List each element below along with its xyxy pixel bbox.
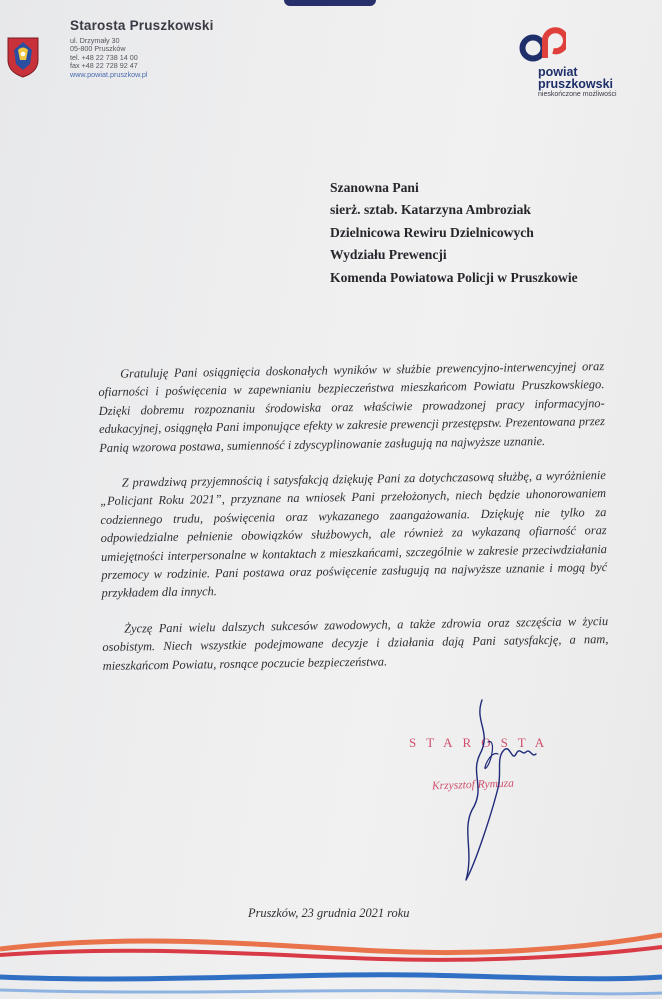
- brand-line-2: pruszkowski: [538, 77, 614, 91]
- stamp-title: STAROSTA: [409, 735, 555, 750]
- letter-body: [98, 357, 609, 692]
- letterhead-title: Starosta Pruszkowski: [70, 18, 214, 33]
- recipient-block: [330, 177, 578, 289]
- paragraph-wishes: Życzę Pani wielu dalszych sukcesów zawodowych, a także zdrowia oraz szczęścia w życiu osobistym. Niech wszystkie podejmowane decyzje i działania dają Pani satysfakcję, a nam, mieszkańcom Powiatu, rosnące poczucie bezpieczeństwa.: [102, 613, 609, 673]
- recipient-department: Wydziału Prewencji: [330, 247, 447, 263]
- salutation: Szanowna Pani: [330, 180, 419, 195]
- letterhead: [70, 18, 214, 79]
- brand-line-1: powiat: [538, 65, 578, 79]
- coat-of-arms-icon: [6, 36, 40, 78]
- address-phone: tel. +48 22 738 14 00: [70, 52, 138, 62]
- recipient-role: Dzielnicowa Rewiru Dzielnicowych: [330, 224, 534, 240]
- handwritten-signature: [452, 692, 542, 892]
- binder-clip: [284, 0, 376, 6]
- website-link[interactable]: www.powiat.pruszkow.pl: [70, 69, 148, 79]
- address-street: ul. Drzymały 30: [70, 36, 120, 45]
- decorative-waves: [0, 915, 662, 999]
- paragraph-thanks: Z prawdziwą przyjemnością i satysfakcją dziękuję Pani za dotychczasową służbę, a wyróżnienie „Policjant Roku 2021”, przyznane na wniosek Pani przełożonych, niech będzie uhonorowaniem codziennego trudu, poświęcenia oraz wykazanego zaangażowania. Dziękuję nie tylko za odpowiedzialne pełnienie obowiązków służbowych, ale również za wykazaną ofiarność oraz umiejętności interpersonalne w kontaktach z mieszkańcami, szczególnie w zakresie przeciwdziałania przemocy w rodzinie. Pani postawa oraz poświęcenie zasługują na najwyższe uznanie i mogą być przykładem dla innych.: [100, 468, 608, 601]
- recipient-name: sierż. sztab. Katarzyna Ambroziak: [330, 202, 531, 218]
- brand-name: [538, 66, 617, 100]
- address-fax: fax +48 22 728 92 47: [70, 61, 138, 71]
- brand-tagline: nieskończone możliwości: [538, 91, 617, 98]
- date-line: Pruszków, 23 grudnia 2021 roku: [248, 906, 410, 920]
- powiat-logo-icon: [518, 26, 566, 66]
- recipient-organization: Komenda Powiatowa Policji w Pruszkowie: [330, 269, 578, 285]
- paragraph-congratulations: Gratuluję Pani osiągnięcia doskonałych wyników w służbie prewencyjno-interwencyjnej oraz ofiarności i poświęcenia w zapewnianiu bezpieczeństwa mieszkańcom Powiatu Pruszkowskiego. Dzięki dobremu rozpoznaniu środowiska oraz właściwie prowadzonej pracy informacyjno-edukacyjnej, osiągnęła Pani imponujące efekty w zakresie prewencji przestępstw. Prezentowana przez Panią wzorowa postawa, sumienność i zdyscyplinowanie zasługują na najwyższe uznanie.: [98, 359, 606, 455]
- address-city: 05-800 Pruszków: [70, 44, 126, 54]
- stamp-name: Krzysztof Rymuza: [431, 777, 515, 793]
